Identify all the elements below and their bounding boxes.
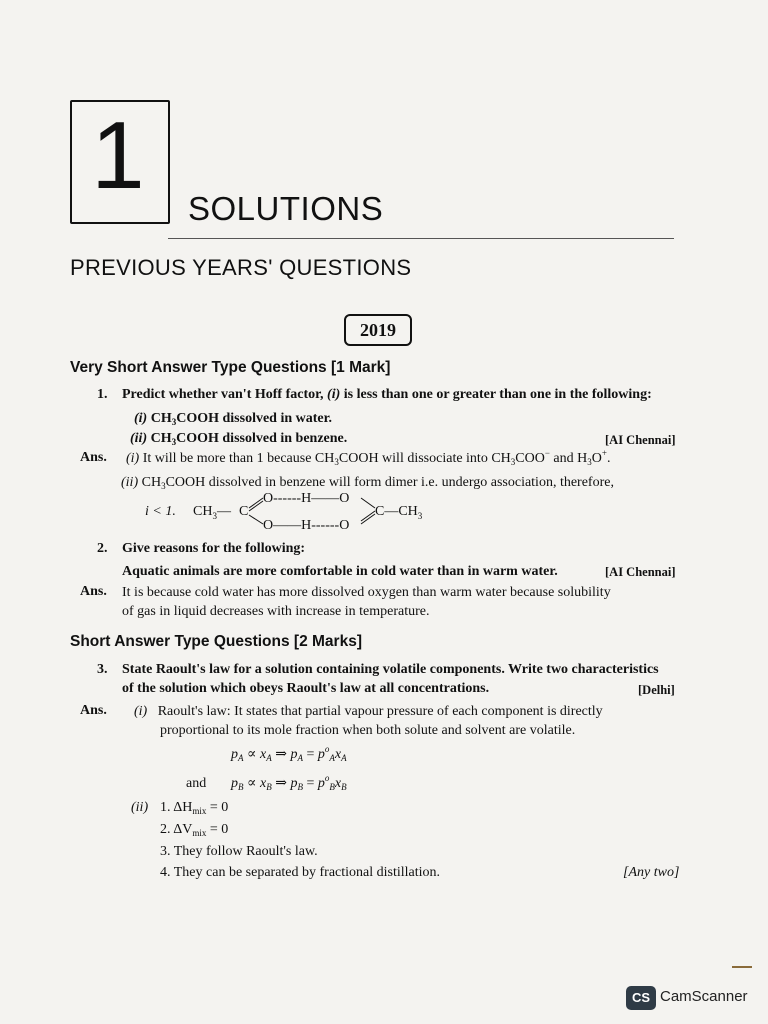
question-3-line-1: State Raoult's law for a solution containing volatile components. Write two characteristics [122, 662, 659, 677]
bond-lower-left [249, 515, 263, 524]
answer-2-line-1: It is because cold water has more dissolved oxygen than warm water because solubility [122, 585, 611, 600]
answer-3-item-3: 3. They follow Raoult's law. [160, 844, 318, 859]
question-2-text: Give reasons for the following: [122, 541, 306, 556]
question-number: 2. [97, 541, 108, 556]
answer-label: Ans. [80, 584, 107, 599]
section-heading-short: Short Answer Type Questions [2 Marks] [70, 633, 362, 650]
acetic-acid-dimer-diagram [145, 488, 445, 534]
hydrogen-bond-bottom: O——H------O [263, 518, 350, 533]
question-number: 3. [97, 662, 108, 677]
answer-3-item-4: 4. They can be separated by fractional distillation. [160, 865, 441, 880]
title-divider [168, 238, 674, 239]
scan-edge-mark [732, 966, 752, 968]
year-badge: 2019 [344, 314, 412, 346]
i-less-than-one: i < 1. [145, 504, 176, 519]
source-tag: [AI Chennai] [605, 565, 676, 579]
answer-1-part-ii: (ii) $CH_3COOH$ dissolved in benzene will form dimer i.e. undergo association, therefore, [121, 475, 614, 491]
carbon-left: C [239, 504, 249, 519]
answer-1-part-i: (i) It will be more than 1 because $CH_3COOH$ will dissociate into $CH_3COO^-$ and $H_3O^+$. [126, 448, 611, 467]
ch3-right: $C—CH_3$ [375, 504, 423, 521]
answer-3-item-2: 2. $\Delta V_{mix} = 0$ [160, 822, 229, 838]
ch3-left: $CH_3—$ [193, 504, 231, 521]
chapter-title: SOLUTIONS [188, 190, 384, 227]
answer-3-item-1: 1. $\Delta H_{mix} = 0$ [160, 800, 229, 816]
camscanner-logo-icon: CS [626, 986, 656, 1010]
equation-a: $p_A \propto x_A$ ⇒ $p_A = p^o_Ax_A$ [231, 744, 347, 763]
bond-upper-right [361, 498, 375, 508]
question-3-line-2: of the solution which obeys Raoult's law at all concentrations. [122, 681, 490, 696]
question-1-part-i: (i) $CH_3COOH$ dissolved in water. [134, 411, 333, 427]
question-2-subtext: Aquatic animals are more comfortable in cold water than in warm water. [122, 564, 558, 579]
answer-label: Ans. [80, 450, 107, 465]
question-1-text: Predict whether van't Hoff factor, (i) is less than one or greater than one in the following: [122, 387, 652, 402]
equation-b: $p_B \propto x_B$ ⇒ $p_B = p^o_Bx_B$ [231, 773, 347, 792]
camscanner-label: CamScanner [660, 988, 748, 1005]
answer-2-line-2: of gas in liquid decreases with increase in temperature. [122, 604, 430, 619]
and-label: and [186, 776, 207, 791]
answer-label: Ans. [80, 703, 107, 718]
question-number: 1. [97, 387, 108, 402]
any-two-tag: [Any two] [623, 865, 680, 880]
source-tag: [AI Chennai] [605, 433, 676, 447]
section-heading-very-short: Very Short Answer Type Questions [1 Mark] [70, 359, 391, 376]
hydrogen-bond-top: O------H——O [263, 491, 350, 506]
source-tag: [Delhi] [638, 683, 675, 697]
answer-3-part-i-line-1: (i) Raoult's law: It states that partial vapour pressure of each component is directly [134, 704, 603, 719]
chapter-number: 1 [91, 102, 145, 209]
page-heading: PREVIOUS YEARS' QUESTIONS [70, 255, 412, 280]
answer-3-part-i-line-2: proportional to its mole fraction when both solute and solvent are volatile. [160, 723, 576, 738]
question-1-part-ii: (ii) $CH_3COOH$ dissolved in benzene. [130, 431, 348, 447]
answer-3-part-ii-label: (ii) [131, 800, 149, 815]
